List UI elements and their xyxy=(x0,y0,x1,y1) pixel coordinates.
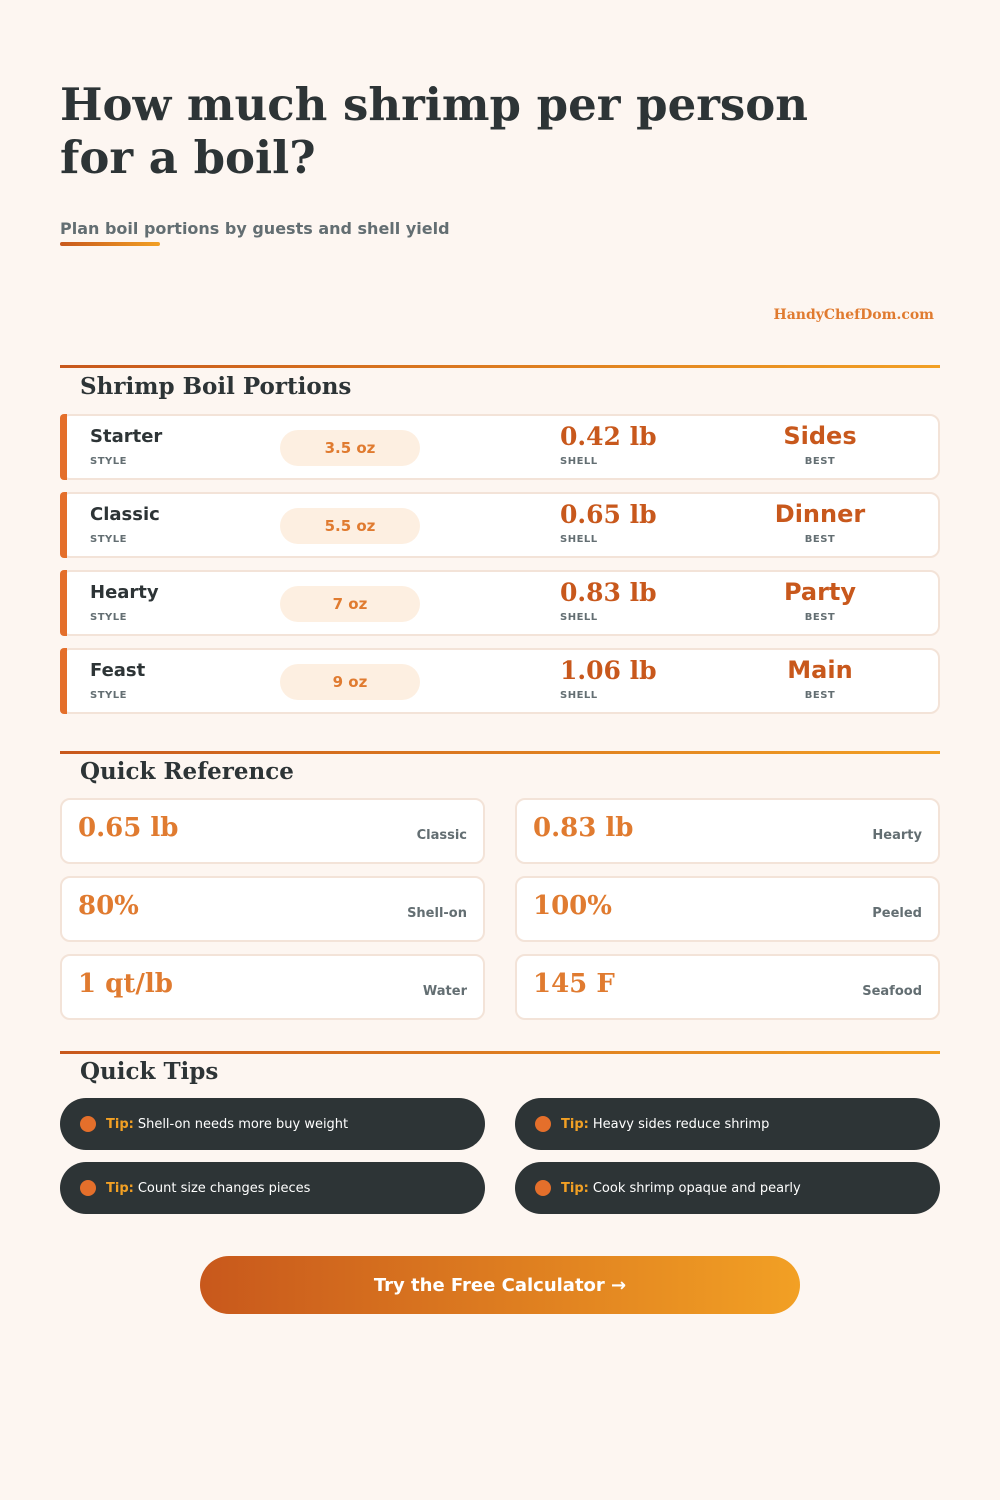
best-label: BEST xyxy=(804,612,836,623)
tip-prefix: Tip: xyxy=(106,1180,134,1196)
reference-label: Hearty xyxy=(872,828,922,843)
shell-weight: 0.65 lb xyxy=(560,500,657,529)
style-label: STYLE xyxy=(90,690,127,701)
reference-label: Shell-on xyxy=(407,906,467,921)
tip-prefix: Tip: xyxy=(106,1116,134,1132)
tip-prefix: Tip: xyxy=(561,1180,589,1196)
reference-card-seafood xyxy=(515,954,940,1020)
reference-label: Water xyxy=(422,984,467,999)
tip-item xyxy=(515,1098,940,1150)
style-label: STYLE xyxy=(90,456,127,467)
ounces-badge: 7 oz xyxy=(280,586,420,622)
reference-label: Classic xyxy=(416,828,467,843)
reference-value: 80% xyxy=(78,891,139,921)
ounces-badge: 5.5 oz xyxy=(280,508,420,544)
tip-text: Heavy sides reduce shrimp xyxy=(592,1116,770,1132)
reference-card-classic xyxy=(60,798,485,864)
tip-bullet-icon xyxy=(80,1180,96,1196)
tip-item xyxy=(60,1098,485,1150)
shell-label: SHELL xyxy=(560,456,598,467)
portion-style-name: Starter xyxy=(90,426,163,447)
tip-text: Cook shrimp opaque and pearly xyxy=(592,1180,801,1196)
portion-style-name: Classic xyxy=(90,504,160,525)
tip-bullet-icon xyxy=(80,1116,96,1132)
reference-value: 100% xyxy=(533,891,612,921)
ounces-badge: 9 oz xyxy=(280,664,420,700)
reference-value: 145 F xyxy=(533,969,615,999)
portion-row-classic xyxy=(60,492,940,558)
best-label: BEST xyxy=(804,534,836,545)
style-label: STYLE xyxy=(90,612,127,623)
tips-section-title: Quick Tips xyxy=(80,1058,219,1085)
best-label: BEST xyxy=(804,690,836,701)
row-accent-bar xyxy=(60,648,67,714)
portion-style-name: Feast xyxy=(90,660,146,681)
reference-card-shell-on xyxy=(60,876,485,942)
tip-item xyxy=(60,1162,485,1214)
row-accent-bar xyxy=(60,570,67,636)
subtitle-underline xyxy=(60,242,160,246)
reference-value: 1 qt/lb xyxy=(78,969,173,999)
tip-prefix: Tip: xyxy=(561,1116,589,1132)
portion-style-name: Hearty xyxy=(90,582,159,603)
best-for: Dinner xyxy=(774,500,866,528)
ounces-badge: 3.5 oz xyxy=(280,430,420,466)
shell-weight: 1.06 lb xyxy=(560,656,657,685)
shell-weight: 0.42 lb xyxy=(560,422,657,451)
reference-value: 0.83 lb xyxy=(533,813,634,843)
tip-bullet-icon xyxy=(535,1180,551,1196)
portions-section-title: Shrimp Boil Portions xyxy=(80,373,352,400)
shell-label: SHELL xyxy=(560,612,598,623)
row-accent-bar xyxy=(60,492,67,558)
style-label: STYLE xyxy=(90,534,127,545)
best-label: BEST xyxy=(804,456,836,467)
portion-row-feast xyxy=(60,648,940,714)
best-for: Sides xyxy=(783,422,857,450)
best-for: Party xyxy=(783,578,857,606)
tip-item xyxy=(515,1162,940,1214)
portion-row-hearty xyxy=(60,570,940,636)
reference-value: 0.65 lb xyxy=(78,813,179,843)
page-subtitle: Plan boil portions by guests and shell yield xyxy=(60,219,450,238)
reference-divider xyxy=(60,751,940,754)
portion-row-starter xyxy=(60,414,940,480)
page-title: How much shrimp per person for a boil? xyxy=(60,78,808,184)
tip-bullet-icon xyxy=(535,1116,551,1132)
shell-label: SHELL xyxy=(560,534,598,545)
tips-divider xyxy=(60,1051,940,1054)
reference-label: Peeled xyxy=(872,906,922,921)
reference-label: Seafood xyxy=(862,984,922,999)
reference-card-hearty xyxy=(515,798,940,864)
tip-text: Shell-on needs more buy weight xyxy=(137,1116,349,1132)
row-accent-bar xyxy=(60,414,67,480)
reference-card-water xyxy=(60,954,485,1020)
shell-label: SHELL xyxy=(560,690,598,701)
best-for: Main xyxy=(787,656,853,684)
reference-section-title: Quick Reference xyxy=(80,758,294,785)
tip-text: Count size changes pieces xyxy=(137,1180,311,1196)
portions-divider xyxy=(60,365,940,368)
shell-weight: 0.83 lb xyxy=(560,578,657,607)
reference-card-peeled xyxy=(515,876,940,942)
brand-link[interactable]: HandyChefDom.com xyxy=(773,307,934,323)
free-calculator-button[interactable]: Try the Free Calculator → xyxy=(200,1256,800,1314)
